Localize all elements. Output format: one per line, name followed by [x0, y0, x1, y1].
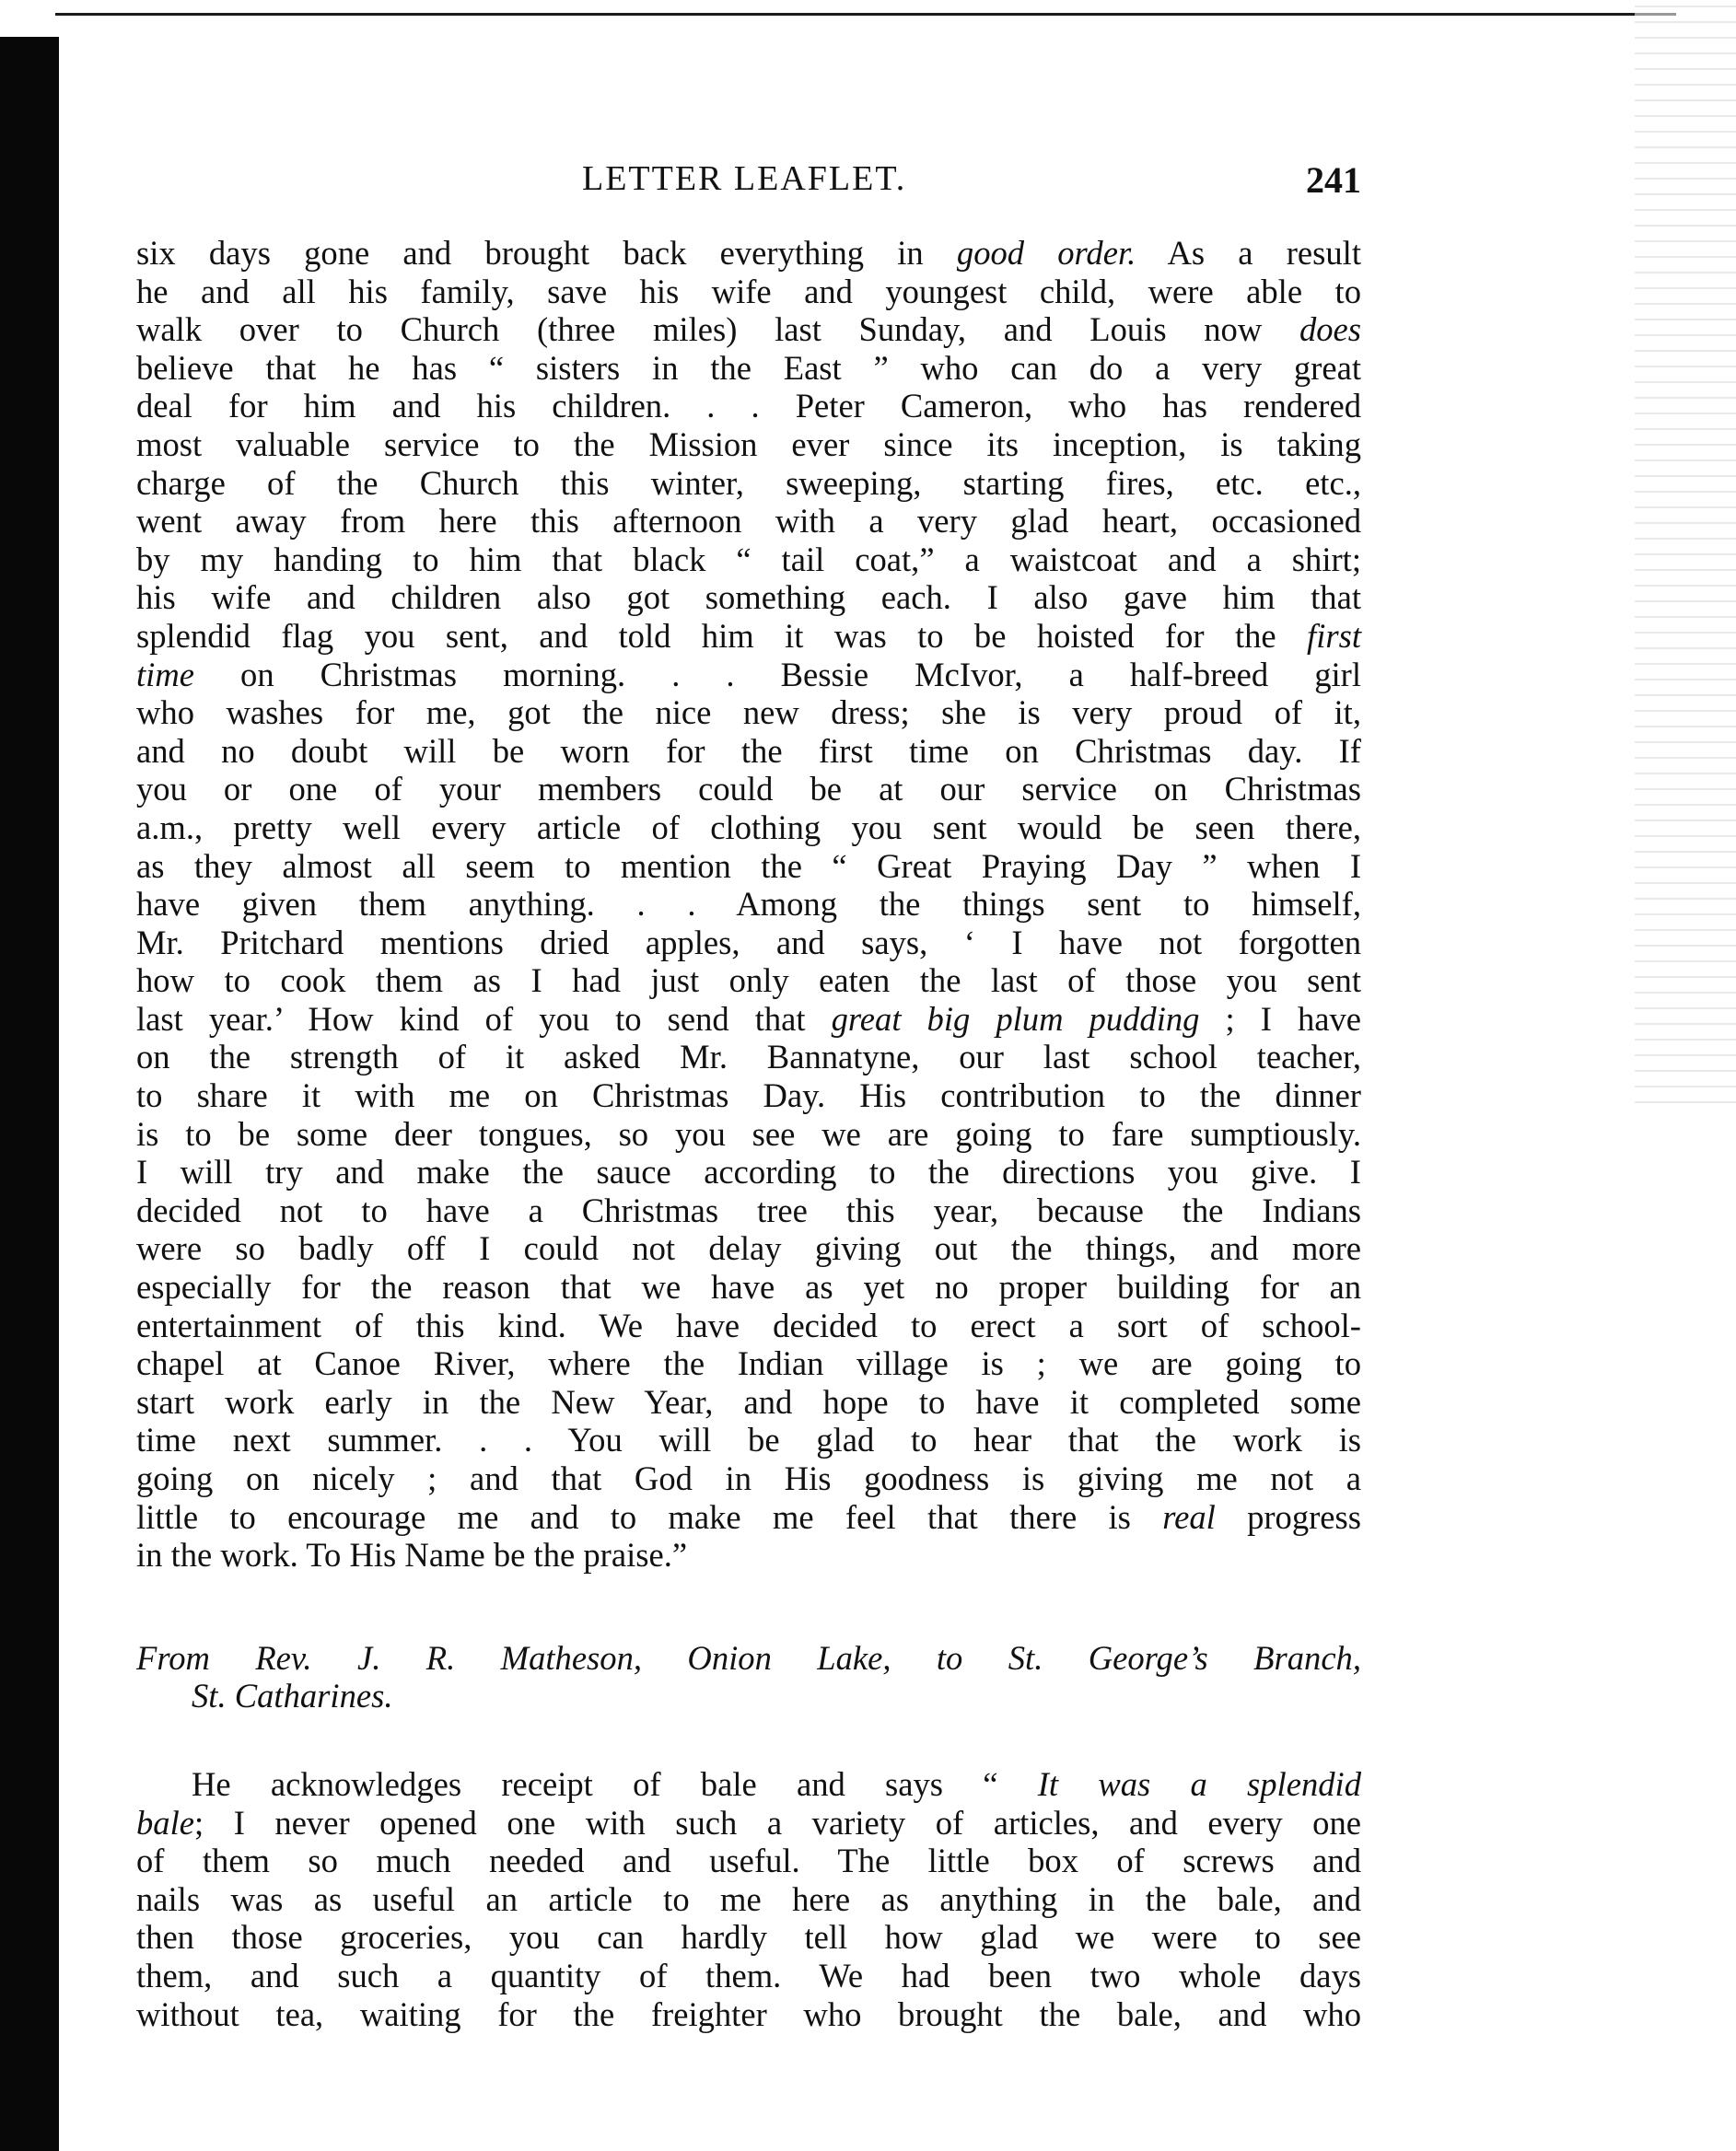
text-line: then those groceries, you can hardly tell how glad we were to see [136, 1918, 1361, 1957]
text-line: of them so much needed and useful. The little box of screws and [136, 1842, 1361, 1880]
text-line: charge of the Church this winter, sweeping, starting fires, etc. etc., [136, 463, 1361, 502]
text-line: little to encourage me and to make me feel that there is real progress [136, 1497, 1361, 1536]
text-line: start work early in the New Year, and hope to have it completed some [136, 1382, 1361, 1421]
text-line: in the work. To His Name be the praise.” [136, 1536, 688, 1575]
text-line: walk over to Church (three miles) last Sunday, and Louis now does [136, 310, 1361, 349]
text-line: went away from here this afternoon with a very glad heart, occasioned [136, 502, 1361, 541]
text-line: bale; I never opened one with such a variety of articles, and every one [136, 1803, 1361, 1842]
text-line: I will try and make the sauce according to the directions you give. I [136, 1153, 1361, 1192]
text-line: deal for him and his children. . . Peter Cameron, who has rendered [136, 387, 1361, 425]
text-line: how to cook them as I had just only eaten the last of those you sent [136, 961, 1361, 1000]
text-line: them, and such a quantity of them. We had been two whole days [136, 1956, 1361, 1994]
text-line: nails was as useful an article to me here as anything in the bale, and [136, 1879, 1361, 1918]
text-line: believe that he has “ sisters in the East ” who can do a very great [136, 348, 1361, 387]
letter-heading-cont: St. Catharines. [192, 1677, 393, 1715]
text-line: to share it with me on Christmas Day. His contribution to the dinner [136, 1076, 1361, 1115]
text-line: who washes for me, got the nice new dress; she is very proud of it, [136, 693, 1361, 732]
text-line: is to be some deer tongues, so you see we are going to fare sumptiously. [136, 1114, 1361, 1153]
text-line: six days gone and brought back everything in good order. As a result [136, 234, 1361, 272]
text-line: time on Christmas morning. . . Bessie McIvor, a half-breed girl [136, 655, 1361, 693]
section-gap [136, 1715, 1361, 1765]
text-line: as they almost all seem to mention the “ Great Praying Day ” when I [136, 846, 1361, 885]
text-line: last year.’ How kind of you to send that great big plum pudding ; I have [136, 999, 1362, 1038]
text-line: without tea, waiting for the freighter who brought the bale, and who [136, 1994, 1361, 2033]
running-header [136, 158, 1361, 206]
text-line: especially for the reason that we have as yet no proper building for an [136, 1268, 1361, 1307]
text-line: He acknowledges receipt of bale and says “ It was a splendid [192, 1764, 1361, 1803]
text-line: chapel at Canoe River, where the Indian village is ; we are going to [136, 1344, 1361, 1383]
page-number: 241 [1306, 159, 1361, 201]
text-line: time next summer. . . You will be glad to hear that the work is [136, 1421, 1361, 1459]
text-line: entertainment of this kind. We have decided to erect a sort of school- [136, 1306, 1361, 1344]
scan-edge-artifacts [1635, 0, 1736, 1105]
text-line: on the strength of it asked Mr. Bannatyne, our last school teacher, [136, 1038, 1361, 1076]
section-gap [136, 1575, 1361, 1639]
page-body [136, 234, 1361, 2033]
text-line: you or one of your members could be at our service on Christmas [136, 770, 1361, 808]
text-line: have given them anything. . . Among the things sent to himself, [136, 885, 1361, 924]
text-line: he and all his family, save his wife and youngest child, were able to [136, 272, 1361, 310]
text-line: splendid flag you sent, and told him it was to be hoisted for the first [136, 616, 1361, 655]
text-line: decided not to have a Christmas tree this year, because the Indians [136, 1191, 1361, 1229]
top-border-rule [55, 13, 1676, 16]
page-binding-edge [0, 37, 59, 2151]
text-line: most valuable service to the Mission ever since its inception, is taking [136, 424, 1361, 463]
letter-heading: From Rev. J. R. Matheson, Onion Lake, to St. George’s Branch, [136, 1638, 1361, 1677]
text-line: going on nicely ; and that God in His goodness is giving me not a [136, 1459, 1361, 1497]
text-line: and no doubt will be worn for the first time on Christmas day. If [136, 731, 1361, 770]
text-line: were so badly off I could not delay giving out the things, and more [136, 1229, 1361, 1268]
binding-corner [0, 0, 180, 74]
text-line: by my handing to him that black “ tail coat,” a waistcoat and a shirt; [136, 540, 1361, 578]
text-line: a.m., pretty well every article of clothing you sent would be seen there, [136, 808, 1361, 846]
running-title: LETTER LEAFLET. [582, 159, 907, 198]
text-line: Mr. Pritchard mentions dried apples, and says, ‘ I have not forgotten [136, 923, 1361, 961]
text-line: his wife and children also got something each. I also gave him that [136, 578, 1361, 617]
